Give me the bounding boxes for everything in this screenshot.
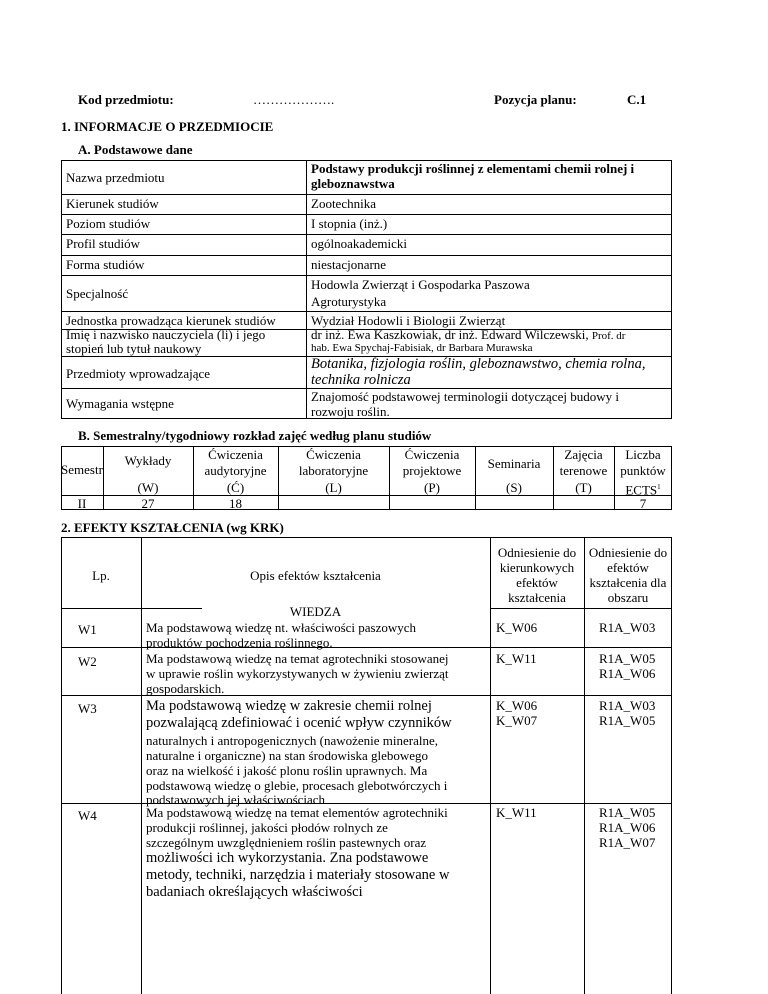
header-ects-3 <box>614 480 672 497</box>
section-a-title: A. Podstawowe dane <box>78 142 193 157</box>
kod-przedmiotu-label: Kod przedmiotu: <box>78 92 174 107</box>
kier-code: K_W06 <box>496 620 538 635</box>
kier-code: K_W11 <box>496 651 537 666</box>
outcome-line: badaniach określających właściwości <box>146 884 363 900</box>
outcome-line: podstawową wiedzę o glebie, procesach glebotwórczych i <box>146 778 448 793</box>
row-label: Przedmioty wprowadzające <box>66 366 211 381</box>
row-label: Poziom studiów <box>66 216 151 231</box>
col-obsz-1: Odniesienie do <box>588 545 668 560</box>
outcome-line: w uprawie roślin wykorzystywanych w żywieniu zwierząt <box>146 666 449 681</box>
header-cw-proj: Ćwiczenia <box>404 447 460 462</box>
teachers-text-small: Prof. dr <box>591 330 626 342</box>
col-kier-3: efektów <box>516 575 558 590</box>
outcome-line: gospodarskich. <box>146 681 225 696</box>
row-value: Wydział Hodowli i Biologii Zwierząt <box>311 313 506 328</box>
pozycja-planu-value: C.1 <box>627 92 647 107</box>
obsz-code: R1A_W07 <box>599 835 656 850</box>
wiedza-heading: WIEDZA <box>289 604 342 619</box>
row-label: Jednostka prowadząca kierunek studiów <box>66 313 276 328</box>
row-value: ogólnoakademicki <box>311 236 408 251</box>
teachers-text: dr inż. Ewa Kaszkowiak, dr inż. Edward Wilczewski, <box>311 327 589 342</box>
col-kier-4: kształcenia <box>508 590 566 605</box>
value-semestr: II <box>77 496 87 511</box>
row-label: Profil studiów <box>66 236 141 251</box>
row-lp: W1 <box>78 622 97 637</box>
row-label: Kierunek studiów <box>66 196 159 211</box>
row-label: Specjalność <box>66 286 129 301</box>
row-label-2: stopień lub tytuł naukowy <box>66 341 202 356</box>
row-value: niestacjonarne <box>311 257 387 272</box>
kier-code: K_W06 <box>496 698 538 713</box>
row-value: Hodowla Zwierząt i Gospodarka Paszowa <box>311 277 530 292</box>
col-lp: Lp. <box>92 568 110 583</box>
header-terenowe: Zajęcia <box>564 447 603 462</box>
course-name-value: Podstawy produkcji roślinnej z elementami chemii rolnej i gleboznawstwa <box>311 161 635 191</box>
row-label: Imię i nazwisko nauczyciela (li) i jego <box>66 327 266 342</box>
header-seminaria: Seminaria <box>487 456 541 471</box>
outcome-line: Ma podstawową wiedzę w zakresie chemii rolnej <box>146 698 432 714</box>
outcome-line: naturalnych i antropogenicznych (nawożenie mineralne, <box>146 733 439 748</box>
row-label: Forma studiów <box>66 257 145 272</box>
section-b-title: B. Semestralny/tygodniowy rozkład zajęć według planu studiów <box>78 428 432 443</box>
outcome-line: produkcji roślinnej, jakości płodów rolnych ze <box>146 820 388 835</box>
outcome-line: możliwości ich wykorzystania. Zna podstawowe <box>146 850 429 866</box>
obsz-code: R1A_W06 <box>599 820 656 835</box>
outcome-line: pozwalającą zdefiniować i ocenić wpływ czynników <box>146 715 452 731</box>
outcome-line: oraz na wielkość i jakość plonu roślin uprawnych. Ma <box>146 763 428 778</box>
row-value-2: hab. Ewa Spychaj-Fabisiak, dr Barbara Murawska <box>311 342 533 354</box>
header-semestr: Semestr <box>61 462 103 477</box>
row-value: I stopnia (inż.) <box>311 216 388 231</box>
section-2-title: 2. EFEKTY KSZTAŁCENIA (wg KRK) <box>61 520 284 535</box>
header-terenowe-2: terenowe <box>559 463 608 478</box>
value-ects: 7 <box>639 496 647 511</box>
col-obsz-2: efektów <box>607 560 649 575</box>
header-cw-aud: Ćwiczenia <box>208 447 263 462</box>
header-terenowe-code: (T) <box>575 480 592 495</box>
header-wyklady-code: (W) <box>137 480 159 495</box>
section-1-title: 1. INFORMACJE O PRZEDMIOCIE <box>61 119 274 134</box>
col-opis: Opis efektów kształcenia <box>250 568 381 583</box>
row-value: Zootechnika <box>311 196 376 211</box>
row-label: Wymagania wstępne <box>66 396 174 411</box>
ects-label: ECTS <box>625 482 658 498</box>
col-obsz-4: obszaru <box>607 590 649 605</box>
row-value-2: technika rolnicza <box>311 372 411 388</box>
row-label: Nazwa przedmiotu <box>66 170 165 185</box>
obsz-code: R1A_W05 <box>599 651 656 666</box>
col-kier-1: Odniesienie do <box>497 545 577 560</box>
outcome-line: podstawowych jej właściwościach <box>146 792 326 807</box>
header-cw-lab-code: (L) <box>325 480 342 495</box>
pozycja-planu-label: Pozycja planu: <box>494 92 577 107</box>
kier-code: K_W07 <box>496 713 538 728</box>
row-value-2: Agroturystyka <box>311 294 387 309</box>
outcome-line: naturalne i organiczne) na stan środowiska glebowego <box>146 748 429 763</box>
col-kier-2: kierunkowych <box>499 560 575 575</box>
header-cw-lab-2: laboratoryjne <box>298 463 369 478</box>
footnote-marker: 1 <box>657 483 661 491</box>
obsz-code: R1A_W05 <box>599 713 656 728</box>
row-value: Botanika, fizjologia roślin, gleboznawstwo, chemia rolna, <box>311 356 646 372</box>
header-cw-proj-2: projektowe <box>402 463 462 478</box>
outcome-line: Ma podstawową wiedzę na temat agrotechniki stosowanej <box>146 651 449 666</box>
row-lp: W3 <box>78 701 97 716</box>
header-cw-proj-code: (P) <box>424 480 440 495</box>
header-wyklady: Wykłady <box>124 453 172 468</box>
header-seminaria-code: (S) <box>506 480 522 495</box>
obsz-code: R1A_W06 <box>599 666 656 681</box>
col-obsz-3: kształcenia dla <box>589 575 667 590</box>
outcome-line: Ma podstawową wiedzę na temat elementów agrotechniki <box>146 805 448 820</box>
obsz-code: R1A_W03 <box>599 698 656 713</box>
row-value: Znajomość podstawowej terminologii dotyczącej budowy i <box>311 389 619 404</box>
value-cw-aud: 18 <box>229 496 242 511</box>
outcome-line: produktów pochodzenia roślinnego. <box>146 635 333 650</box>
row-lp: W4 <box>78 808 97 823</box>
outcome-line: szczególnym uwzględnieniem roślin pastewnych oraz <box>146 835 427 850</box>
kier-code: K_W11 <box>496 805 537 820</box>
row-lp: W2 <box>78 654 97 669</box>
value-wyklady: 27 <box>141 496 155 511</box>
obsz-code: R1A_W03 <box>599 620 656 635</box>
header-ects-2: punktów <box>620 463 666 478</box>
obsz-code: R1A_W05 <box>599 805 656 820</box>
header-ects: Liczba <box>625 447 661 462</box>
row-value-2: rozwoju roślin. <box>311 404 390 419</box>
kod-przedmiotu-value: ………………. <box>253 92 335 107</box>
outcome-line: Ma podstawową wiedzę nt. właściwości paszowych <box>146 620 417 635</box>
header-cw-aud-code: (Ć) <box>226 480 245 495</box>
header-cw-lab: Ćwiczenia <box>306 447 361 462</box>
outcome-line: metody, techniki, narzędzia i materiały stosowane w <box>146 867 450 883</box>
header-cw-aud-2: audytoryjne <box>204 463 267 478</box>
